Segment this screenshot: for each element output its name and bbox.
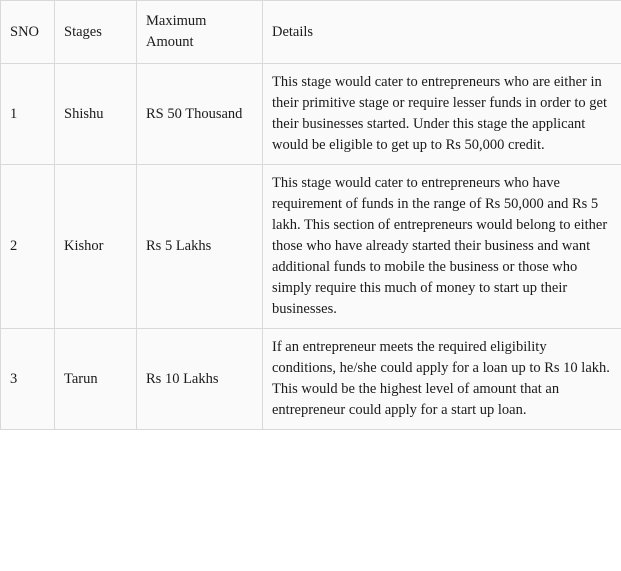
cell-details: This stage would cater to entrepreneurs who have requirement of funds in the range of Rs 50,000 and Rs 5 lakh. This section of entrepreneurs would belong to either those who have already started their business and want additional funds to mobile the business or those who simply require this much of money to start up their businesses.: [263, 165, 621, 329]
cell-sno: 1: [1, 64, 55, 165]
column-header-maximum-amount: Maximum Amount: [137, 1, 263, 64]
cell-maximum-amount: Rs 5 Lakhs: [137, 165, 263, 329]
table-row: [1, 64, 621, 165]
cell-details: If an entrepreneur meets the required eligibility conditions, he/she could apply for a loan up to Rs 10 lakh. This would be the highest level of amount that an entrepreneur could apply for a start up loan.: [263, 329, 621, 430]
cell-details: This stage would cater to entrepreneurs who are either in their primitive stage or require lesser funds in order to get their businesses started. Under this stage the applicant would be eligible to get up to Rs 50,000 credit.: [263, 64, 621, 165]
table-body: [1, 64, 621, 430]
table-header-row: [1, 1, 621, 64]
column-header-stages: Stages: [55, 1, 137, 64]
cell-stage: Tarun: [55, 329, 137, 430]
cell-stage: Shishu: [55, 64, 137, 165]
table-header-row-group: [1, 1, 621, 64]
cell-maximum-amount: Rs 10 Lakhs: [137, 329, 263, 430]
column-header-sno: SNO: [1, 1, 55, 64]
cell-sno: 3: [1, 329, 55, 430]
column-header-details: Details: [263, 1, 621, 64]
cell-maximum-amount: RS 50 Thousand: [137, 64, 263, 165]
cell-stage: Kishor: [55, 165, 137, 329]
table-row: [1, 329, 621, 430]
cell-sno: 2: [1, 165, 55, 329]
table-row: [1, 165, 621, 329]
